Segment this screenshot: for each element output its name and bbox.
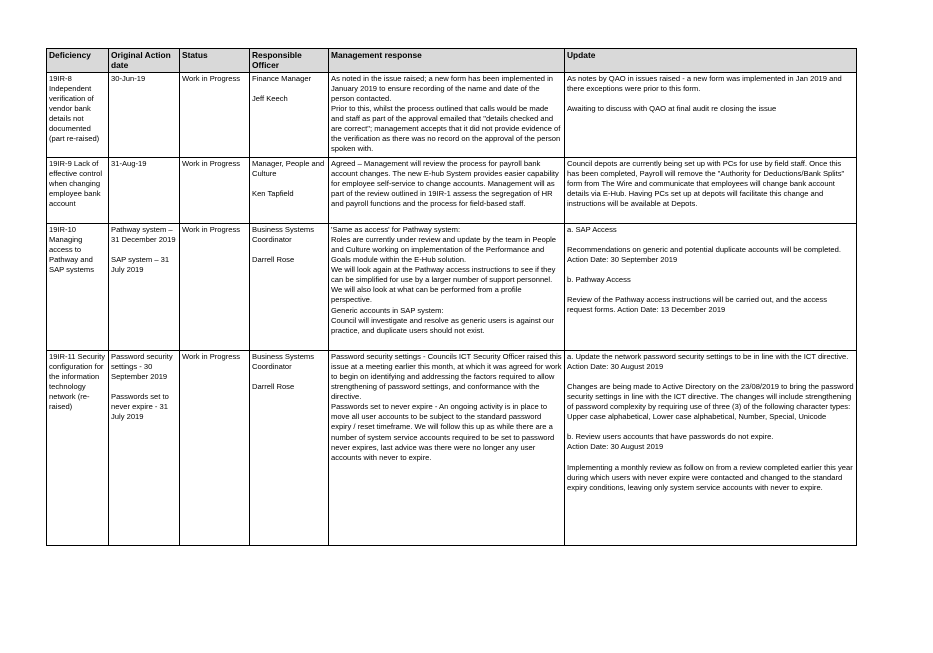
cell-line: Ken Tapfield bbox=[252, 189, 294, 198]
management-response-cell bbox=[329, 350, 565, 545]
deficiency-cell bbox=[47, 223, 109, 350]
cell-line: a. Update the network password security settings to be in line with the ICT directive. Action Date: 30 August 2019 bbox=[567, 351, 849, 371]
cell-line bbox=[252, 179, 326, 189]
cell-line: Manager, People and Culture bbox=[252, 158, 325, 178]
cell-line: Pathway system – 31 December 2019 bbox=[111, 224, 176, 244]
deficiency-cell bbox=[47, 350, 109, 545]
cell-line: Password security settings - Councils ICT Security Officer raised this issue at a meeting earlier this month, at which it was agreed for work to begin on identifying and addressing the factors required to allow strengthening of password settings, and conformance with the directive. bbox=[331, 351, 562, 402]
cell-line: Council will investigate and resolve as generic users is against our practice, and duplicate users should not exist. bbox=[331, 315, 554, 335]
update-cell bbox=[565, 72, 857, 157]
original-action-date-cell bbox=[109, 157, 180, 223]
cell-line: Action Date: 30 August 2019 bbox=[567, 442, 664, 452]
cell-line: Password security settings - 30 September 2019 bbox=[111, 351, 173, 381]
cell-line: As notes by QAO in issues raised - a new form was implemented in Jan 2019 and there exceptions were prior to this form. bbox=[567, 73, 842, 93]
cell-line: a. SAP Access bbox=[567, 224, 617, 234]
status-cell: Work in Progress bbox=[180, 72, 250, 157]
status-cell: Work in Progress bbox=[180, 350, 250, 545]
responsible-officer-cell bbox=[250, 350, 329, 545]
update-cell bbox=[565, 157, 857, 223]
management-response-cell bbox=[329, 157, 565, 223]
cell-line: Recommendations on generic and potential duplicate accounts will be completed. Action Date: 30 September 2019 bbox=[567, 244, 841, 264]
cell-line: Darrell Rose bbox=[252, 382, 295, 391]
cell-line: Jeff Keech bbox=[252, 93, 288, 103]
status-cell: Work in Progress bbox=[180, 223, 250, 350]
cell-line: Council depots are currently being set up with PCs for use by field staff. Once this has been completed, Payroll will remove the "Authority for Deductions/Bank Splits" form from The Wire and communicate that employees will change bank account details via E-Hub. Having PCs set up at depots will facilitate this change and instructions will be available at Depots. bbox=[567, 158, 845, 209]
cell-line: b. Review users accounts that have passwords do not expire. bbox=[567, 432, 774, 442]
original-action-date-cell bbox=[109, 350, 180, 545]
cell-line: SAP system – 31 July 2019 bbox=[111, 255, 170, 275]
cell-line bbox=[252, 245, 326, 255]
cell-line: Prior to this, whilst the process outlined that calls would be made and staff as part of the approval emailed that "details checked and are correct"; management accepts that it did not provide evidence of the verification as there was no record on the approval of the person spoken with. bbox=[331, 104, 561, 154]
cell-line: 'Same as access' for Pathway system: bbox=[331, 224, 461, 234]
table-row bbox=[47, 72, 857, 157]
cell-line bbox=[567, 422, 854, 432]
audit-issues-table bbox=[46, 48, 857, 546]
cell-line: Passwords set to never expire - An ongoing activity is in place to move all user accounts to be subject to the standard password expiry / reset timeframe. We will follow this up as while there are a number of system service accounts required to be set to password never expires, last advice was there were no longer any user accounts with never to expire. bbox=[331, 402, 555, 462]
cell-line bbox=[567, 265, 854, 275]
header-deficiency: Deficiency bbox=[47, 49, 109, 73]
cell-line: Roles are currently under review and update by the team in People and Culture working on implementation of the Performance and Goals module within the E-Hub solution. bbox=[331, 234, 556, 265]
responsible-officer-cell bbox=[250, 157, 329, 223]
cell-line: Darrell Rose bbox=[252, 255, 295, 264]
cell-line bbox=[567, 94, 854, 104]
cell-line: Awaiting to discuss with QAO at final audit re closing the issue bbox=[567, 104, 777, 113]
cell-line: Agreed – Management will review the process for payroll bank account changes. The new E-hub System provides easier capability for employee self-service to change accounts. Management will as part of the review outlined in 19IR-1 assess the segregation of HR and payroll functions and the process for field-based staff. bbox=[331, 158, 559, 209]
responsible-officer-cell bbox=[250, 72, 329, 157]
header-responsible-officer: Responsible Officer bbox=[250, 49, 329, 73]
cell-line bbox=[252, 84, 326, 94]
original-action-date-cell bbox=[109, 223, 180, 350]
cell-line: 30-Jun-19 bbox=[111, 73, 146, 83]
table-row bbox=[47, 157, 857, 223]
cell-line: Changes are being made to Active Directory on the 23/08/2019 to bring the password security settings in line with the ICT directive. The changes will include strengthening of password complexity by requiring use of three (3) of the following character types: Upper case alphabetical, Lower case alphabetical, Number, Special, Unicode bbox=[567, 382, 854, 422]
cell-line bbox=[111, 245, 177, 255]
update-cell bbox=[565, 350, 857, 545]
update-cell bbox=[565, 223, 857, 350]
cell-line: As noted in the issue raised; a new form has been implemented in January 2019 to ensure recording of the name and date of the person contacted. bbox=[331, 73, 554, 103]
cell-line: Business Systems Coordinator bbox=[252, 351, 315, 371]
header-management-response: Management response bbox=[329, 49, 565, 73]
management-response-cell bbox=[329, 72, 565, 157]
cell-line: Passwords set to never expire - 31 July 2019 bbox=[111, 392, 169, 422]
cell-line: Implementing a monthly review as follow on from a review completed earlier this year during which users with never expire were contacted and changed to the standard expiry conditions, leaving only system service accounts with never to expire. bbox=[567, 462, 853, 492]
cell-line: 19IR-8 Independent verification of vendor bank details not documented (part re-raised) bbox=[49, 73, 100, 144]
cell-line: We will also look at what can be performed from a profile perspective. bbox=[331, 285, 522, 305]
cell-line: 31-Aug-19 bbox=[111, 158, 147, 168]
cell-line: 19IR-11 Security configuration for the information technology network (re-raised) bbox=[49, 351, 105, 412]
cell-line: 19IR-9 Lack of effective control when changing employee bank account bbox=[49, 158, 103, 209]
management-response-cell bbox=[329, 223, 565, 350]
original-action-date-cell bbox=[109, 72, 180, 157]
cell-line: 19IR-10 Managing access to Pathway and SAP systems bbox=[49, 224, 95, 275]
table-row bbox=[47, 223, 857, 350]
status-cell: Work in Progress bbox=[180, 157, 250, 223]
deficiency-cell bbox=[47, 72, 109, 157]
cell-line bbox=[567, 453, 854, 463]
table-row bbox=[47, 350, 857, 545]
cell-line: Finance Manager bbox=[252, 73, 312, 83]
header-status: Status bbox=[180, 49, 250, 73]
cell-line: Generic accounts in SAP system: bbox=[331, 305, 444, 315]
cell-line bbox=[252, 372, 326, 382]
cell-line: Business Systems Coordinator bbox=[252, 224, 315, 244]
header-update: Update bbox=[565, 49, 857, 73]
header-row bbox=[47, 49, 857, 73]
cell-line: We will look again at the Pathway access instructions to see if they can be simplified for use by a larger number of support personnel. bbox=[331, 265, 556, 285]
cell-line bbox=[567, 372, 854, 382]
deficiency-cell bbox=[47, 157, 109, 223]
cell-line: Review of the Pathway access instructions will be carried out, and the access request forms. Action Date: 13 December 2019 bbox=[567, 295, 828, 315]
cell-line bbox=[567, 235, 854, 245]
cell-line bbox=[567, 285, 854, 295]
cell-line bbox=[111, 382, 177, 392]
responsible-officer-cell bbox=[250, 223, 329, 350]
header-original-action-date: Original Action date bbox=[109, 49, 180, 73]
cell-line: b. Pathway Access bbox=[567, 275, 631, 285]
